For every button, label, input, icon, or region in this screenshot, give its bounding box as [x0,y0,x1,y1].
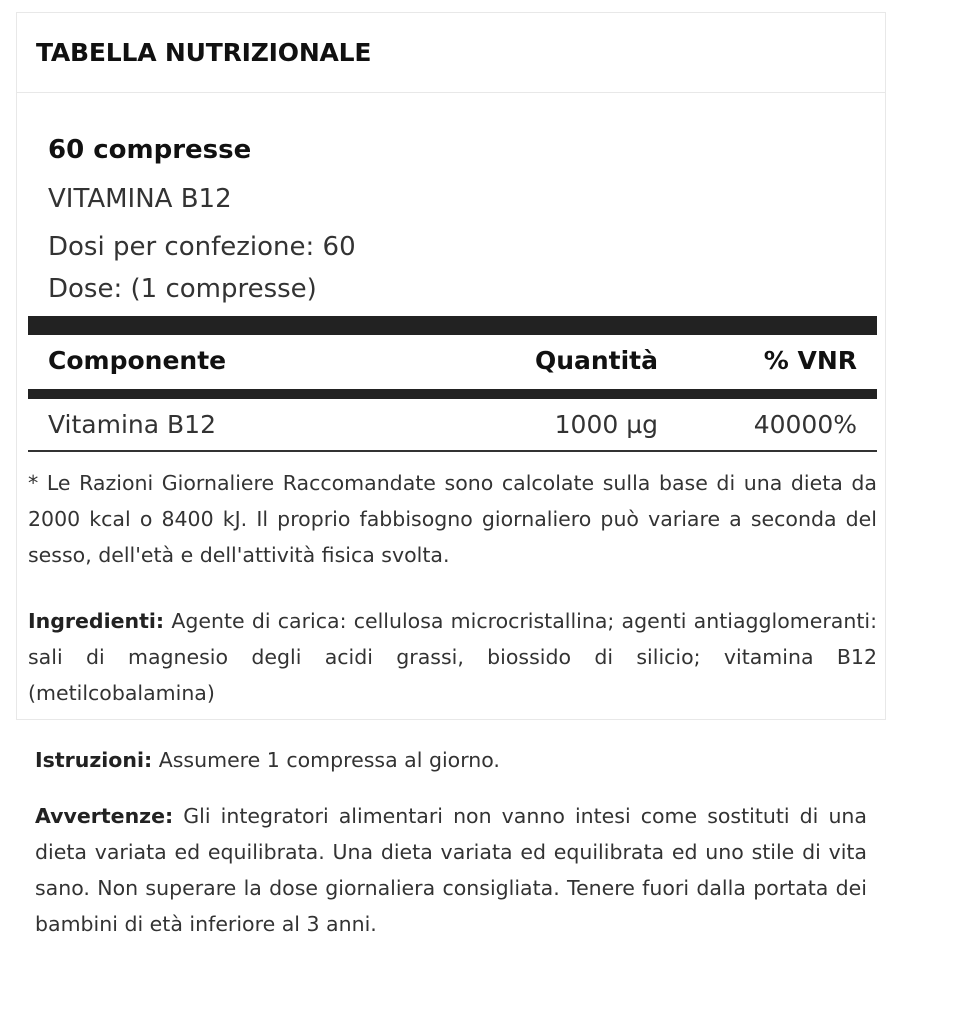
table-header-divider [28,389,877,399]
dose-size: Dose: (1 compresse) [48,274,317,304]
footnote: * Le Razioni Giornaliere Raccomandate sono calcolate sulla base di una dieta da 2000 kcal o 8400 kJ. Il proprio fabbisogno giornaliero può variare a seconda del sesso, dell'età e dell'attività fisica svolta. [28,471,877,567]
tablet-count: 60 compresse [48,135,252,165]
warnings-label: Avvertenze: [35,804,174,828]
panel-title: TABELLA NUTRIZIONALE [36,38,372,67]
doses-per-pack: Dosi per confezione: 60 [48,232,356,262]
instructions-label: Istruzioni: [35,748,153,772]
ingredients-label: Ingredienti: [28,609,165,633]
instructions-text: Assumere 1 compressa al giorno. [152,748,500,772]
table-bottom-divider [28,450,877,452]
ingredients-text: Agente di carica: cellulosa microcristallina; agenti antiagglomeranti: sali di magnesio degli acidi grassi, biossido di silicio; vitamina B12 (metilcobalamina) [28,609,877,705]
header-component: Componente [48,346,227,375]
warnings [35,798,867,942]
row-quantity: 1000 µg [554,410,658,439]
panel-header [17,13,885,93]
ingredients [28,603,877,711]
nutrition-panel [16,12,886,720]
row-vnr: 40000% [753,410,857,439]
row-component: Vitamina B12 [48,410,216,439]
header-quantity: Quantità [534,346,658,375]
instructions [35,742,867,778]
table-top-divider [28,316,877,335]
header-vnr: % VNR [763,346,857,375]
product-name: VITAMINA B12 [48,184,232,214]
warnings-text: Gli integratori alimentari non vanno intesi come sostituti di una dieta variata ed equilibrata. Una dieta variata ed equilibrata ed uno stile di vita sano. Non superare la dose giornaliera consigliata. Tenere fuori dalla portata dei bambini di età inferiore al 3 anni. [35,804,867,936]
